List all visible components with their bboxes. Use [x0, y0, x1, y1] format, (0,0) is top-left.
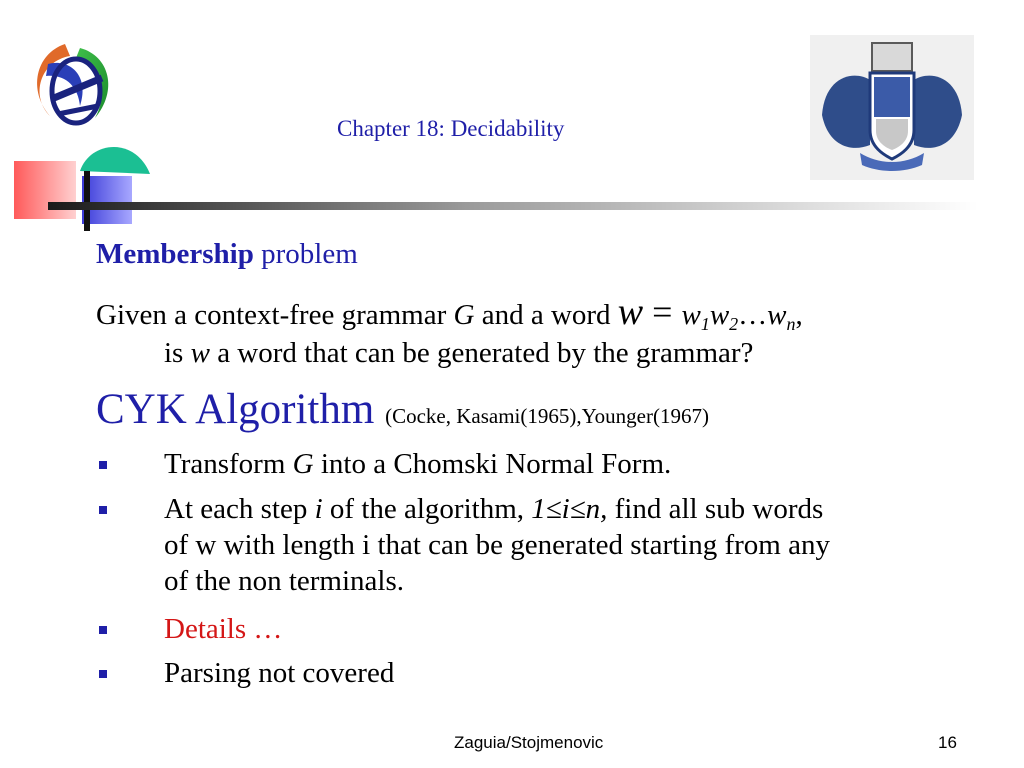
b2-i: i — [314, 493, 323, 525]
b1-b: into a Chomski Normal Form. — [313, 448, 672, 480]
header-divider — [48, 198, 978, 218]
w1-symbol: w — [681, 299, 701, 331]
bullet-2-text — [164, 491, 830, 599]
bullet-1-text — [164, 446, 671, 482]
b1-a: Transform — [164, 448, 293, 480]
b2-line2: of w with length i that can be generated starting from any — [164, 529, 830, 561]
slide-title: Chapter 18: Decidability — [337, 116, 565, 141]
bullet-square-icon — [99, 626, 107, 634]
page-number: 16 — [938, 733, 957, 752]
w2-symbol: w — [709, 299, 730, 331]
given2-text-a: is — [164, 337, 191, 369]
bullet-4-text: Parsing not covered — [164, 657, 395, 689]
cyk-title: CYK Algorithm — [96, 386, 375, 433]
b1-G: G — [292, 448, 314, 480]
bullet-square-icon — [99, 670, 107, 678]
grammar-symbol: G — [453, 299, 475, 331]
membership-heading — [96, 236, 358, 272]
details-link[interactable]: Details … — [164, 613, 283, 645]
b2-range: 1≤i≤n, — [531, 493, 608, 525]
w2-subscript: 2 — [729, 314, 739, 334]
comma: , — [795, 299, 803, 331]
b2-a: At each step — [164, 493, 315, 525]
ellipsis: … — [738, 299, 768, 331]
footer-author: Zaguia/Stojmenovic — [454, 733, 604, 752]
bullet-square-icon — [99, 461, 107, 469]
b2-b: of the algorithm, — [322, 493, 532, 525]
cyk-citation: (Cocke, Kasami(1965),Younger(1967) — [385, 404, 709, 428]
wn-subscript: n — [786, 314, 796, 334]
b2-line1 — [164, 491, 830, 527]
wn-symbol: w — [767, 299, 787, 331]
membership-rest: problem — [253, 238, 358, 270]
b2-c: find all sub words — [607, 493, 824, 525]
b2-line3: of the non terminals. — [164, 565, 405, 597]
given-text-1: Given a context-free grammar — [96, 299, 454, 331]
word-symbol: w — [617, 291, 644, 333]
membership-bold: Membership — [96, 238, 254, 270]
cyk-heading — [96, 386, 709, 440]
given2-text-b: a word that can be generated by the grammar? — [209, 337, 754, 369]
given-text-2: and a word — [474, 299, 618, 331]
w1-subscript: 1 — [700, 314, 710, 334]
membership-question-line1 — [96, 291, 803, 334]
membership-question-line2 — [164, 335, 753, 371]
equals-sign: = — [643, 292, 682, 332]
given2-w: w — [190, 337, 210, 369]
university-crest-icon — [810, 35, 974, 180]
bullet-square-icon — [99, 506, 107, 514]
